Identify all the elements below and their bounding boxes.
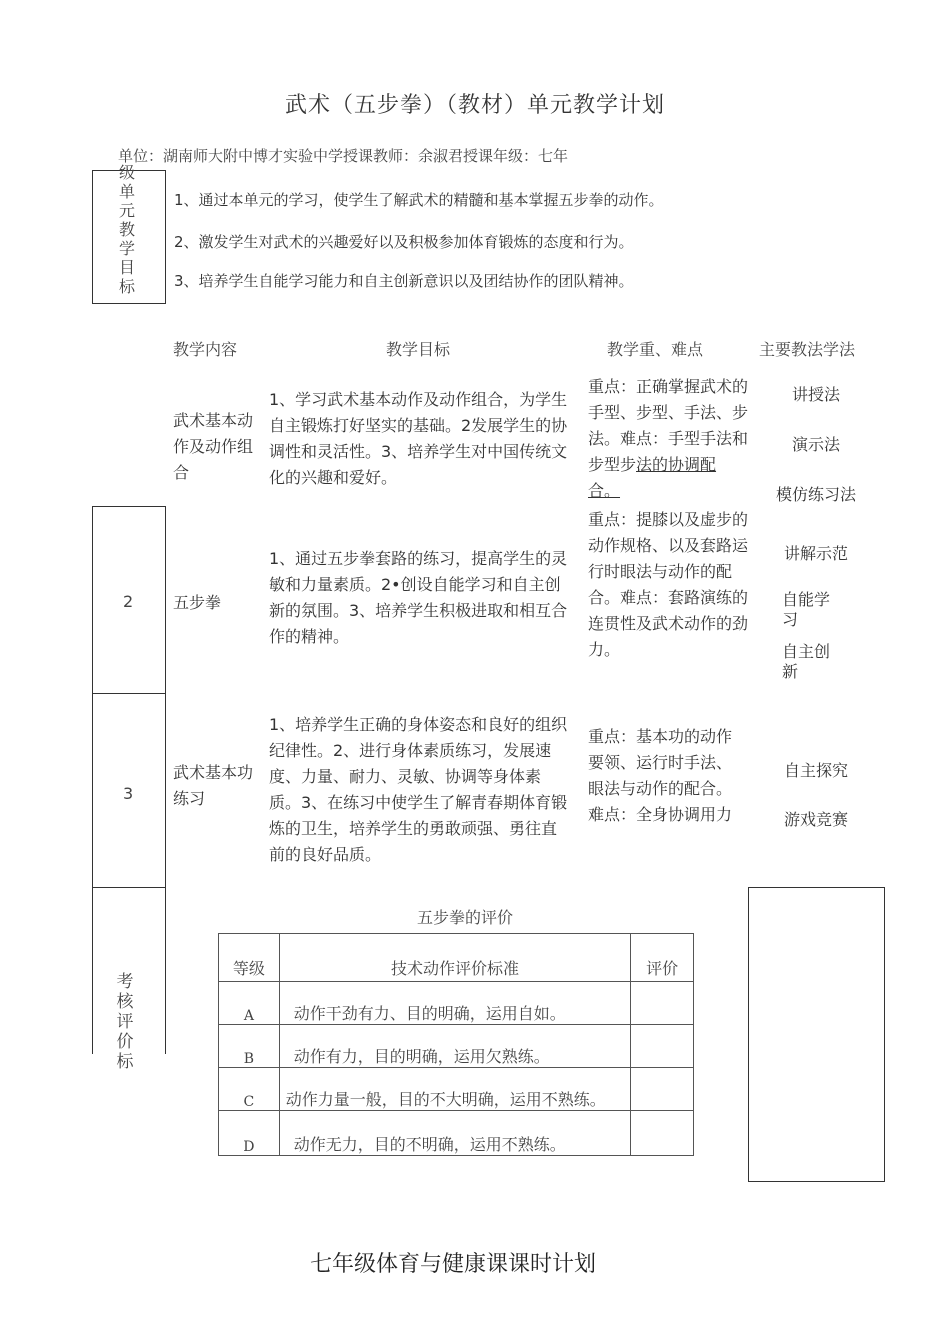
assessment-label: 考核评价标 [116,972,134,1072]
row1-content: 武术基本动作及动作组合 [173,411,254,482]
table-row [219,1068,694,1111]
evaluation-title: 五步拳的评价 [416,908,513,927]
row1-keypoints [588,374,748,504]
eval-standard: 动作力量一般，目的不大明确，运用不熟练。 [279,1068,630,1111]
right-empty-box [748,887,885,1182]
row3-keypoints: 重点：基本功的动作要领、运行时手法、眼法与动作的配合。难点：全身协调用力 [588,727,733,824]
eval-score [631,1068,694,1111]
row1-keypoints-underlined: 法的协调配合。 [588,455,717,500]
header-content: 教学内容 [173,340,238,359]
header-methods: 主要教法学法 [759,340,856,359]
eval-header-score: 评价 [631,934,694,982]
row1-method-2: 演示法 [791,435,840,454]
eval-grade: C [219,1068,280,1111]
eval-grade: B [219,1025,280,1068]
row-divider [92,506,166,507]
row3-method-1: 自主探究 [783,761,848,780]
table-row [219,1025,694,1068]
eval-grade: A [219,982,280,1025]
eval-score [631,1111,694,1156]
eval-score [631,982,694,1025]
table-row [219,1111,694,1156]
header-keypoints: 教学重、难点 [607,340,704,359]
row3-goal: 1、培养学生正确的身体姿态和良好的组织纪律性。2、进行身体素质练习，发展速度、力量、耐力、灵敏、协调等身体素质。3、在练习中使学生了解青春期体育锻炼的卫生，培养学生的勇敢顽强、勇往直前的良好品质。 [269,715,568,864]
row2-method-2: 自能学习 [782,590,831,629]
row3-content: 武术基本功练习 [173,763,254,808]
row2-content: 五步拳 [173,593,222,612]
row2-goal: 1、通过五步拳套路的练习，提高学生的灵敏和力量素质。2•创设自能学习和自主创新的氛围。3、培养学生积极进取和相互合作的精神。 [269,549,568,646]
unit-info: 单位：湖南师大附中博才实验中学授课教师：余淑君授课年级：七年 [118,147,569,165]
objective-2: 2、激发学生对武术的兴趣爱好以及积极参加体育锻炼的态度和行为。 [174,233,634,251]
eval-standard: 动作无力，目的不明确，运用不熟练。 [279,1111,630,1156]
row2-num: 2 [123,592,134,611]
eval-header-standard: 技术动作评价标准 [279,934,630,982]
evaluation-header-row [219,934,694,982]
row-divider [92,693,166,694]
eval-header-grade: 等级 [219,934,280,982]
objective-3: 3、培养学生自能学习能力和自主创新意识以及团结协作的团队精神。 [174,272,634,290]
eval-standard: 动作干劲有力、目的明确，运用自如。 [279,982,630,1025]
row2-method-3: 自主创新 [782,642,831,681]
row1-method-1: 讲授法 [791,385,840,404]
row3-method-2: 游戏竞赛 [783,810,848,829]
row1-keypoints-text: 重点：正确掌握武术的手型、步型、手法、步法。难点：手型手法和步型步 [588,377,749,474]
evaluation-table [218,933,694,1156]
num-col-border [165,506,166,1054]
eval-score [631,1025,694,1068]
row1-goal: 1、学习武术基本动作及动作组合，为学生自主锻炼打好坚实的基础。2发展学生的协调性和灵活性。3、培养学生对中国传统文化的兴趣和爱好。 [269,390,568,487]
row2-keypoints: 重点：提膝以及虚步的动作规格、以及套路运行时眼法与动作的配合。难点：套路演练的连贯性及武术动作的劲力。 [588,510,749,659]
objectives-label: 级单元教学目标 [118,163,135,296]
objective-1: 1、通过本单元的学习，使学生了解武术的精髓和基本掌握五步拳的动作。 [174,191,664,209]
row1-method-3: 模仿练习法 [775,485,856,504]
page-title: 武术（五步拳）（教材）单元教学计划 [284,93,665,118]
lesson-plan-title: 七年级体育与健康课课时计划 [310,1252,597,1277]
row2-method-1: 讲解示范 [783,544,848,563]
eval-standard: 动作有力，目的明确，运用欠熟练。 [279,1025,630,1068]
eval-grade: D [219,1111,280,1156]
row-divider [92,887,166,888]
header-goal: 教学目标 [386,340,451,359]
row3-num: 3 [123,784,134,803]
table-row [219,982,694,1025]
left-border [92,506,93,1054]
